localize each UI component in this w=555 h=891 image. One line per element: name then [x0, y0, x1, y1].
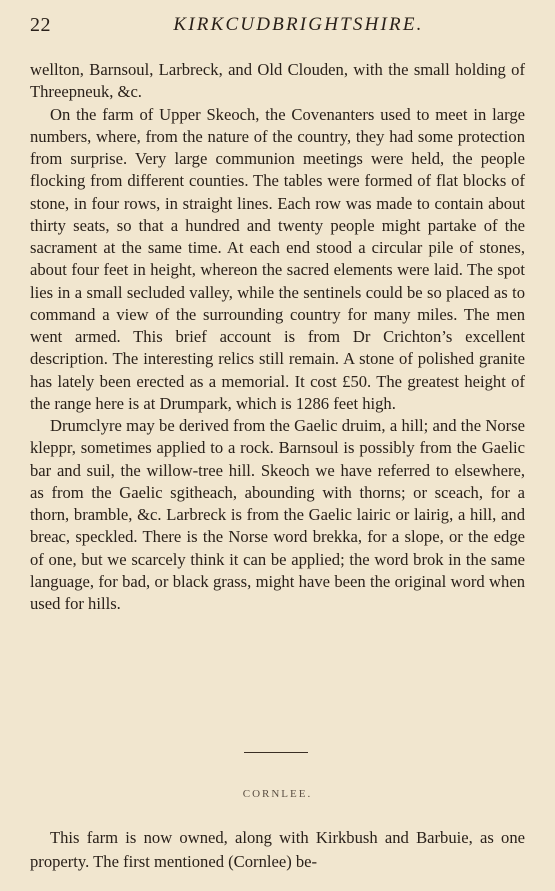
body-text	[30, 59, 525, 615]
section-divider	[244, 752, 308, 753]
page-header	[30, 8, 527, 40]
page-number: 22	[30, 14, 51, 36]
paragraph-etymology: Drumclyre may be derived from the Gaelic druim, a hill; and the Norse kleppr, sometimes applied to a rock. Barnsoul is possibly from the Gaelic bar and suil, the willow-tree hill. Skeoch we have referred to elsewhere, as from the Gaelic sgitheach, abounding with thorns; or sceach, for a thorn, bramble, &c. Larbreck is from the Gaelic lairic or lairig, a hill, and breac, speckled. There is the Norse word brekka, for a slope, or the edge of one, but we scarcely think it can be applied; the word brok in the same language, for bad, or black grass, might have been the original word when used for hills.	[30, 416, 525, 613]
paragraph-covenanters: On the farm of Upper Skeoch, the Covenanters used to meet in large numbers, where, from the nature of the country, they had some protection from surprise. Very large communion meetings were held, the people flocking from different counties. The tables were formed of flat blocks of stone, in four rows, in straight lines. Each row was made to contain about thirty seats, so that a hundred and twenty people might partake of the sacrament at the same time. At each end stood a circular pile of stones, about four feet in height, whereon the sacred elements were laid. The spot lies in a small secluded valley, while the sentinels could be so placed as to command a view of the surrounding country for many miles. The men went armed. This brief account is from Dr Crichton’s excellent description. The interesting relics still remain. A stone of polished granite has lately been erected as a memorial. It cost £50. The greatest height of the range here is at Drumpark, which is 1286 feet high.	[30, 104, 525, 413]
paragraph-continuation: wellton, Barnsoul, Larbreck, and Old Clouden, with the small holding of Threepneuk, &c.	[30, 60, 525, 102]
running-title: KIRKCUDBRIGHTSHIRE.	[173, 14, 424, 35]
paragraph-cornlee: This farm is now owned, along with Kirkbush and Barbuie, as one property. The first mentioned (Cornlee) be-	[30, 828, 525, 871]
section-body	[30, 826, 525, 874]
section-heading: CORNLEE.	[242, 788, 313, 800]
